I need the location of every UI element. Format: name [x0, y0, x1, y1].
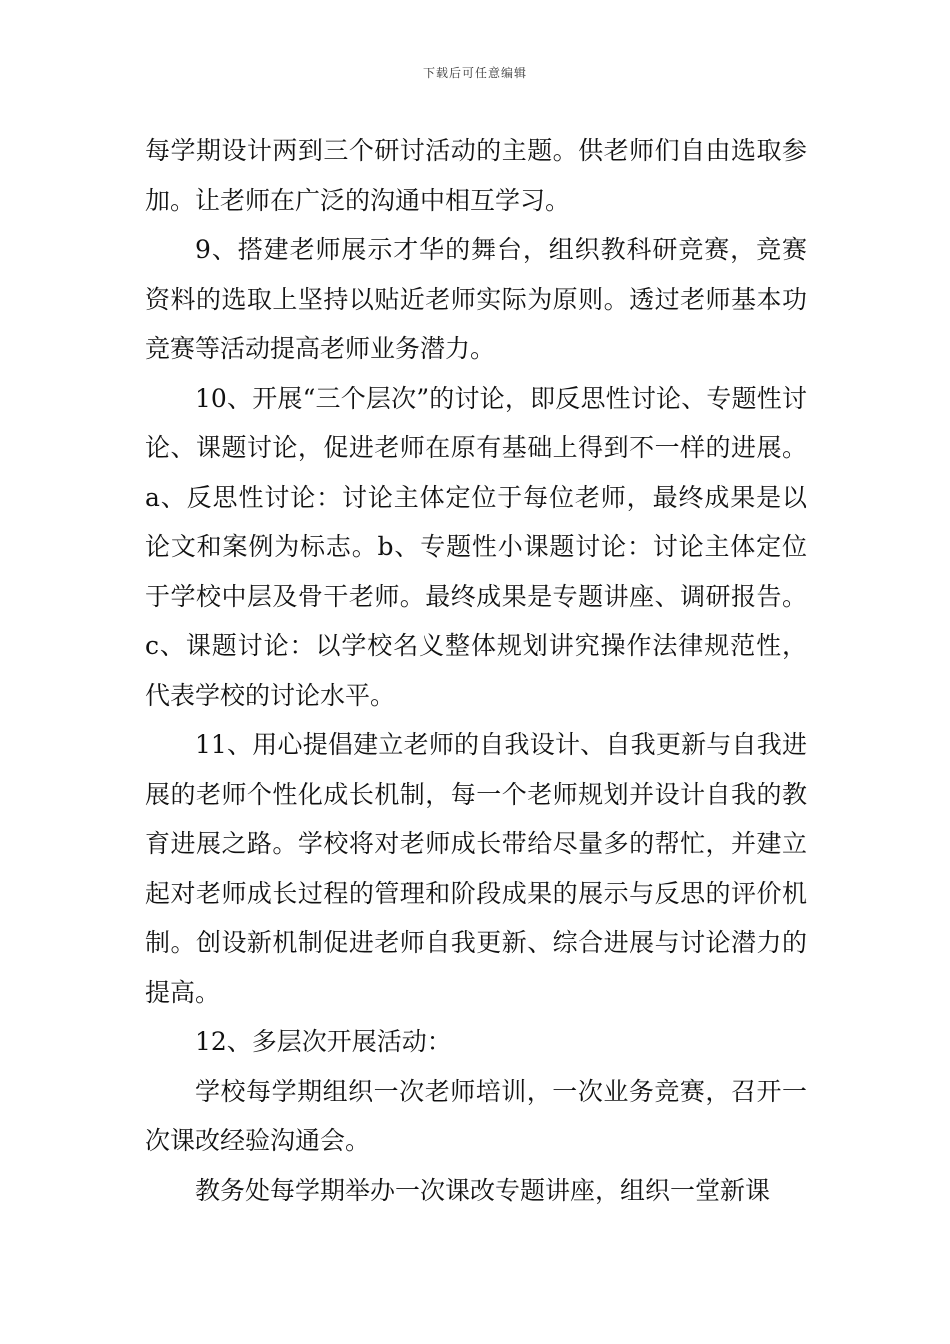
paragraph: 10、开展“三个层次”的讨论，即反思性讨论、专题性讨论、课题讨论，促进老师在原有基础上得到不一样的进展。a、反思性讨论：讨论主体定位于每位老师，最终成果是以论文和案例为标志。b、专题性小课题讨论：讨论主体定位于学校中层及骨干老师。最终成果是专题讲座、调研报告。c、课题讨论：以学校名义整体规划讲究操作法律规范性，代表学校的讨论水平。 — [145, 383, 807, 710]
paragraph: 12、多层次开展活动： — [195, 1027, 452, 1056]
page-header-note: 下载后可任意编辑 — [422, 66, 527, 80]
paragraph: 每学期设计两到三个研讨活动的主题。供老师们自由选取参加。让老师在广泛的沟通中相互学习。 — [145, 136, 807, 215]
paragraph: 9、搭建老师展示才华的舞台，组织教科研竞赛，竞赛资料的选取上坚持以贴近老师实际为原则。透过老师基本功竞赛等活动提高老师业务潜力。 — [145, 235, 807, 363]
document-body — [145, 126, 807, 1215]
paragraph: 教务处每学期举办一次课改专题讲座，组织一堂新课 — [195, 1175, 771, 1205]
paragraph: 学校每学期组织一次老师培训，一次业务竞赛，召开一次课改经验沟通会。 — [145, 1076, 807, 1155]
paragraph: 11、用心提倡建立老师的自我设计、自我更新与自我进展的老师个性化成长机制，每一个老师规划并设计自我的教育进展之路。学校将对老师成长带给尽量多的帮忙，并建立起对老师成长过程的管理和阶段成果的展示与反思的评价机制。创设新机制促进老师自我更新、综合进展与讨论潜力的提高。 — [145, 730, 807, 1007]
